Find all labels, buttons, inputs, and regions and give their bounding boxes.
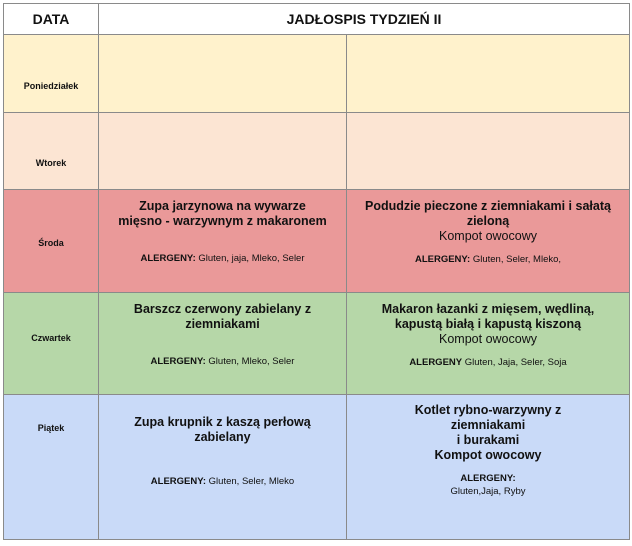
main-allergens: [347, 356, 629, 369]
allergen-label: ALERGENY:: [140, 253, 196, 264]
main-dish-line: i burakami: [456, 433, 520, 447]
soup-name-line: ziemniakami: [185, 317, 260, 331]
main-cell-tuesday: [347, 113, 630, 190]
day-label: Środa: [38, 238, 64, 248]
main-dish-line: ziemniakami: [450, 418, 526, 432]
day-label: Czwartek: [31, 332, 71, 343]
menu-title: JADŁOSPIS TYDZIEŃ II: [99, 4, 630, 35]
allergen-value: Gluten, Jaja, Seler, Soja: [462, 357, 567, 368]
soup-cell-friday: [99, 395, 347, 540]
soup-name-line: Zupa jarzynowa na wywarze: [139, 199, 306, 213]
weekly-menu-table: [3, 3, 630, 540]
main-cell-wednesday: [347, 190, 630, 293]
day-wednesday: [4, 190, 99, 293]
header-row: [4, 4, 630, 35]
main-cell-thursday: [347, 293, 630, 395]
row-wednesday: [4, 190, 630, 293]
soup-name-line: Barszcz czerwony zabielany z: [133, 302, 312, 316]
row-friday: [4, 395, 630, 540]
soup-name-line: zabielany: [194, 430, 251, 444]
allergen-value: Gluten, Seler, Mleko: [206, 476, 295, 487]
main-dish-line: Kotlet rybno-warzywny z: [414, 403, 562, 417]
dessert: Kompot owocowy: [439, 332, 537, 346]
soup-allergens: [99, 475, 346, 488]
soup-name-line: mięsno - warzywnym z makaronem: [118, 214, 327, 228]
day-monday: [4, 35, 99, 113]
allergen-label: ALERGENY:: [414, 254, 471, 265]
allergen-value: Gluten, jaja, Mleko, Seler: [195, 253, 305, 264]
row-tuesday: [4, 113, 630, 190]
main-cell-friday: [347, 395, 630, 540]
dessert: Kompot owocowy: [434, 448, 542, 462]
allergen-label: ALERGENY:: [150, 356, 206, 367]
allergen-value: Gluten, Seler, Mleko,: [470, 254, 562, 265]
row-thursday: [4, 293, 630, 395]
soup-cell-tuesday: [99, 113, 347, 190]
main-allergens: [347, 253, 629, 266]
soup-cell-thursday: [99, 293, 347, 395]
main-cell-monday: [347, 35, 630, 113]
main-allergen-value: Gluten,Jaja, Ryby: [450, 486, 526, 497]
allergen-value: Gluten, Mleko, Seler: [205, 356, 295, 367]
day-label: Piątek: [37, 423, 65, 433]
day-tuesday: [4, 113, 99, 190]
day-thursday: [4, 293, 99, 395]
main-dish-line: Makaron łazanki z mięsem, wędliną,: [381, 302, 595, 316]
main-dish-line: kapustą białą i kapustą kiszoną: [394, 317, 582, 331]
main-allergen-label: ALERGENY:: [460, 473, 516, 484]
soup-allergens: [99, 355, 346, 368]
date-column-header: DATA: [4, 4, 99, 35]
main-dish-line: Podudzie pieczone z ziemniakami i sałatą: [365, 199, 611, 213]
day-label: Wtorek: [35, 158, 67, 168]
soup-allergens: [99, 252, 346, 265]
allergen-label: ALERGENY: [409, 357, 463, 368]
day-friday: [4, 395, 99, 540]
soup-name-line: Zupa krupnik z kaszą perłową: [134, 415, 311, 429]
allergen-label: ALERGENY:: [150, 476, 207, 487]
day-label: Poniedziałek: [23, 80, 79, 91]
soup-cell-wednesday: [99, 190, 347, 293]
dessert: Kompot owocowy: [439, 229, 537, 243]
main-dish-line: zieloną: [466, 214, 510, 228]
soup-cell-monday: [99, 35, 347, 113]
row-monday: [4, 35, 630, 113]
